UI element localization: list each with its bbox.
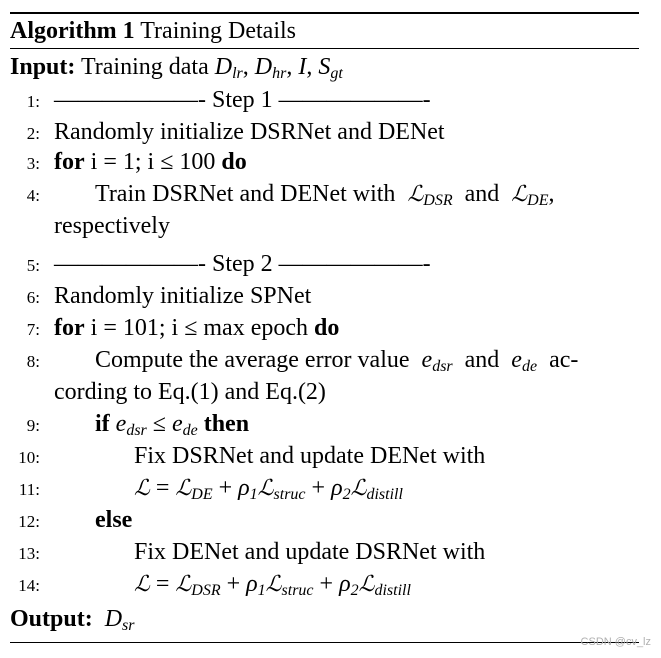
line-number: 11: <box>18 480 40 499</box>
header-rule <box>10 48 639 49</box>
output-label: Output: <box>10 606 93 632</box>
input-label: Input: <box>10 54 76 80</box>
line-text: ——————- Step 1 ——————- <box>54 87 431 113</box>
line-text: if $e_{dsr} \le e_{de}$ then <box>95 411 250 439</box>
line-number: 1: <box>26 92 40 111</box>
bottom-rule <box>10 642 639 643</box>
line-number: 9: <box>26 416 40 435</box>
input-symbols: $D_{lr}$, $D_{hr}$, I, $S_{gt}$ <box>214 54 343 82</box>
keyword-for: for <box>54 315 85 341</box>
loss-formula-dsr: ℒ = ℒ$_{DSR}$ + $\rho_1ℒ_{struc}$ + $\rho_2ℒ_{distill}$ <box>134 571 411 599</box>
input-line <box>10 52 343 82</box>
line-text <box>54 312 339 344</box>
line-text <box>54 146 247 178</box>
keyword-do: do <box>221 149 247 175</box>
line-number: 6: <box>26 288 40 307</box>
watermark: CSDN @cv_lz <box>580 636 651 648</box>
line-number: 10: <box>18 448 40 467</box>
algo-line-4-continuation: respectively <box>54 213 170 239</box>
line-number: 3: <box>26 154 40 173</box>
algo-line-8-continuation: cording to Eq.(1) and Eq.(2) <box>54 379 326 405</box>
keyword-then: then <box>203 411 250 437</box>
line-number: 2: <box>26 124 40 143</box>
output-line <box>10 604 134 634</box>
line-text: Randomly initialize SPNet <box>54 283 312 309</box>
algorithm-name: Training Details <box>140 18 297 44</box>
top-rule <box>10 12 639 14</box>
line-text: Compute the average error value $e_{dsr}$ and $e_{de}$ ac- <box>95 347 579 375</box>
input-text: Training data <box>80 54 209 80</box>
keyword-do: do <box>314 315 340 341</box>
line-number: 12: <box>18 512 40 531</box>
line-text: ——————- Step 2 ——————- <box>54 251 431 277</box>
line-number: 5: <box>26 256 40 275</box>
line-text: Randomly initialize DSRNet and DENet <box>54 119 445 145</box>
line-number: 4: <box>26 186 40 205</box>
keyword-for: for <box>54 149 85 175</box>
line-number: 14: <box>18 576 40 595</box>
keyword-if: if <box>95 411 110 437</box>
line-text <box>95 504 132 536</box>
line-number: 8: <box>26 352 40 371</box>
line-number: 7: <box>26 320 40 339</box>
line-text: Train DSRNet and DENet with ℒ$_{DSR}$ and ℒ$_{DE}$, <box>95 181 555 209</box>
output-symbol: $D_{sr}$ <box>104 606 135 634</box>
loop-condition: i = 1; i ≤ 100 <box>84 149 222 175</box>
loop-condition: i = 101; i ≤ max epoch <box>84 315 314 341</box>
loss-formula-de: ℒ = ℒ$_{DE}$ + $\rho_1ℒ_{struc}$ + $\rho_2ℒ_{distill}$ <box>134 475 403 503</box>
keyword-else: else <box>95 507 133 533</box>
line-number: 13: <box>18 544 40 563</box>
algorithm-label: Algorithm 1 <box>10 18 135 44</box>
line-text: Fix DSRNet and update DENet with <box>134 443 486 469</box>
algorithm-title <box>10 16 296 46</box>
line-text: Fix DENet and update DSRNet with <box>134 539 486 565</box>
